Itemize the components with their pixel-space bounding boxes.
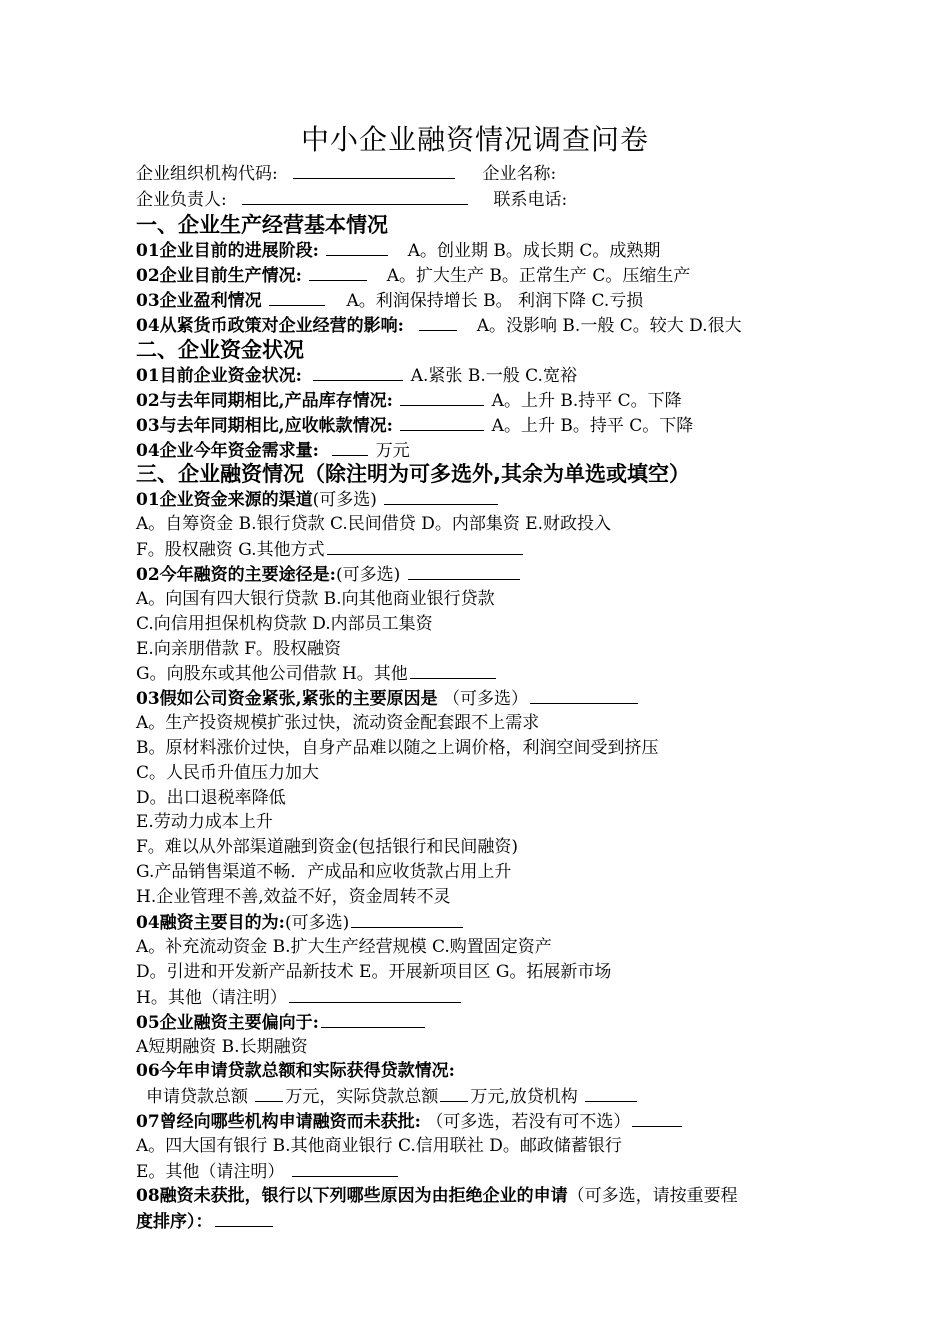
unit-label: 万元: [375, 441, 410, 461]
lender-label: 万元,放贷机构: [470, 1087, 578, 1107]
org-code-label: 企业组织机构代码:: [136, 164, 278, 184]
option-text: E。其他（请注明）: [136, 1162, 285, 1182]
answer-blank[interactable]: [400, 389, 484, 406]
question-note: (可多选): [335, 565, 401, 585]
answer-blank[interactable]: [313, 364, 403, 381]
option-line: [136, 986, 463, 1009]
option-line: A短期融资 B.长期融资: [136, 1037, 308, 1057]
question-note-cont: 度排序）：: [136, 1212, 213, 1232]
answer-blank[interactable]: [321, 1011, 425, 1028]
other-blank[interactable]: [292, 1160, 398, 1177]
s1-q4: [136, 314, 742, 337]
lender-blank[interactable]: [585, 1085, 637, 1102]
question-label: 03与去年同期相比,应收帐款情况:: [136, 416, 393, 436]
company-name-label: 企业名称:: [482, 164, 557, 184]
s3-q6: [136, 1060, 455, 1082]
loan-applied-label: 申请贷款总额: [146, 1087, 248, 1107]
other-blank[interactable]: [289, 986, 461, 1003]
s3-q7: [136, 1110, 684, 1133]
question-options: A。利润保持增长 B。 利润下降 C.亏损: [346, 291, 644, 311]
answer-blank[interactable]: [351, 911, 463, 928]
option-line: E.劳动力成本上升: [136, 812, 273, 832]
header-row-2: [136, 188, 567, 211]
s3-q1: [136, 488, 500, 511]
option-line: [136, 1160, 400, 1183]
s3-q8: [136, 1185, 738, 1207]
loan-actual-blank[interactable]: [440, 1085, 468, 1102]
s3-q5: [136, 1011, 427, 1034]
question-note: （可多选）: [442, 689, 528, 709]
question-label: 01目前企业资金状况:: [136, 366, 302, 386]
phone-label: 联系电话:: [493, 190, 568, 210]
option-line: F。难以从外部渠道融到资金(包括银行和民间融资): [136, 837, 519, 857]
other-blank[interactable]: [410, 662, 496, 679]
person-label: 企业负责人:: [136, 190, 227, 210]
section-heading-2: 二、企业资金状况: [136, 338, 304, 362]
answer-blank[interactable]: [419, 314, 457, 331]
question-options: A。扩大生产 B。正常生产 C。压缩生产: [386, 266, 691, 286]
answer-blank[interactable]: [530, 687, 638, 704]
person-field[interactable]: [242, 188, 468, 205]
other-blank[interactable]: [327, 538, 523, 555]
question-options: A。没影响 B.一般 C。较大 D.很大: [476, 316, 742, 336]
s2-q4: [136, 439, 410, 462]
question-label: 01企业资金来源的渠道: [136, 490, 313, 510]
section-heading-3: 三、企业融资情况（除注明为可多选外,其余为单选或填空）: [136, 462, 690, 486]
s2-q1: [136, 364, 577, 387]
question-options: A.紧张 B.一般 C.宽裕: [410, 366, 577, 386]
option-line: C。人民币升值压力加大: [136, 763, 320, 783]
option-line: G.产品销售渠道不畅．产成品和应收货款占用上升: [136, 862, 512, 882]
org-code-field[interactable]: [293, 162, 455, 179]
question-note: （可多选，请按重要程: [567, 1186, 738, 1206]
loan-line: [146, 1085, 639, 1108]
answer-blank[interactable]: [408, 563, 520, 580]
question-label: 04从紧货币政策对企业经营的影响:: [136, 316, 404, 336]
question-label: 08融资未获批，银行以下列哪些原因为由拒绝企业的申请: [136, 1186, 568, 1206]
answer-blank[interactable]: [326, 239, 388, 256]
option-line: E.向亲朋借款 F。股权融资: [136, 639, 342, 659]
answer-blank[interactable]: [269, 289, 325, 306]
option-line: [136, 538, 525, 561]
option-line: A。补充流动资金 B.扩大生产经营规模 C.购置固定资产: [136, 937, 552, 957]
option-line: A。生产投资规模扩张过快，流动资金配套跟不上需求: [136, 713, 540, 733]
answer-blank[interactable]: [215, 1210, 273, 1227]
s1-q1: [136, 239, 660, 262]
question-label: 05企业融资主要偏向于:: [136, 1013, 319, 1033]
loan-applied-blank[interactable]: [255, 1085, 283, 1102]
answer-blank[interactable]: [632, 1110, 682, 1127]
question-note: (可多选): [312, 490, 377, 510]
question-label: 06今年申请贷款总额和实际获得贷款情况:: [136, 1061, 455, 1081]
question-label: 07曾经向哪些机构申请融资而未获批:: [136, 1112, 421, 1132]
question-label: 02今年融资的主要途径是:: [136, 565, 336, 585]
s2-q3: [136, 414, 693, 437]
s2-q2: [136, 389, 682, 412]
option-line: D。出口退税率降低: [136, 788, 286, 808]
s1-q2: [136, 264, 690, 287]
s3-q3: [136, 687, 640, 710]
s3-q2: [136, 563, 522, 586]
question-options: A。上升 B。持平 C。下降: [491, 416, 694, 436]
option-line: [136, 662, 498, 685]
question-label: 02企业目前生产情况:: [136, 266, 302, 286]
question-note: (可多选): [284, 913, 350, 933]
option-line: A。自筹资金 B.银行贷款 C.民间借贷 D。内部集资 E.财政投入: [136, 514, 612, 534]
question-options: A。创业期 B。成长期 C。成熟期: [407, 241, 661, 261]
answer-blank[interactable]: [384, 488, 498, 505]
option-text: H。其他（请注明）: [136, 988, 287, 1008]
option-line: H.企业管理不善,效益不好，资金周转不灵: [136, 887, 451, 907]
question-label: 02与去年同期相比,产品库存情况:: [136, 391, 393, 411]
page-title: 中小企业融资情况调查问卷: [300, 123, 649, 156]
s3-q8-cont: [136, 1210, 275, 1233]
question-note: （可多选，若没有可不选）: [426, 1112, 631, 1132]
question-label: 03假如公司资金紧张,紧张的主要原因是: [136, 689, 438, 709]
s1-q3: [136, 289, 643, 312]
header-row-1: [136, 162, 556, 185]
question-label: 01企业目前的进展阶段:: [136, 241, 319, 261]
s3-q4: [136, 911, 465, 934]
loan-actual-label: 万元，实际贷款总额: [285, 1087, 439, 1107]
answer-blank[interactable]: [332, 439, 368, 456]
section-heading-1: 一、企业生产经营基本情况: [136, 213, 388, 237]
option-line: A。四大国有银行 B.其他商业银行 C.信用联社 D。邮政储蓄银行: [136, 1136, 622, 1156]
option-line: A。向国有四大银行贷款 B.向其他商业银行贷款: [136, 589, 495, 609]
option-line: C.向信用担保机构贷款 D.内部员工集资: [136, 614, 433, 634]
answer-blank[interactable]: [400, 414, 484, 431]
option-line: B。原材料涨价过快，自身产品难以随之上调价格，利润空间受到挤压: [136, 738, 659, 758]
option-line: D。引进和开发新产品新技术 E。开展新项目区 G。拓展新市场: [136, 962, 612, 982]
answer-blank[interactable]: [309, 264, 367, 281]
question-label: 04企业今年资金需求量:: [136, 441, 319, 461]
option-text: F。股权融资 G.其他方式: [136, 540, 325, 560]
option-text: G。向股东或其他公司借款 H。其他: [136, 664, 408, 684]
question-options: A。上升 B.持平 C。下降: [491, 391, 682, 411]
question-label: 03企业盈利情况: [136, 291, 262, 311]
question-label: 04融资主要目的为:: [136, 913, 285, 933]
